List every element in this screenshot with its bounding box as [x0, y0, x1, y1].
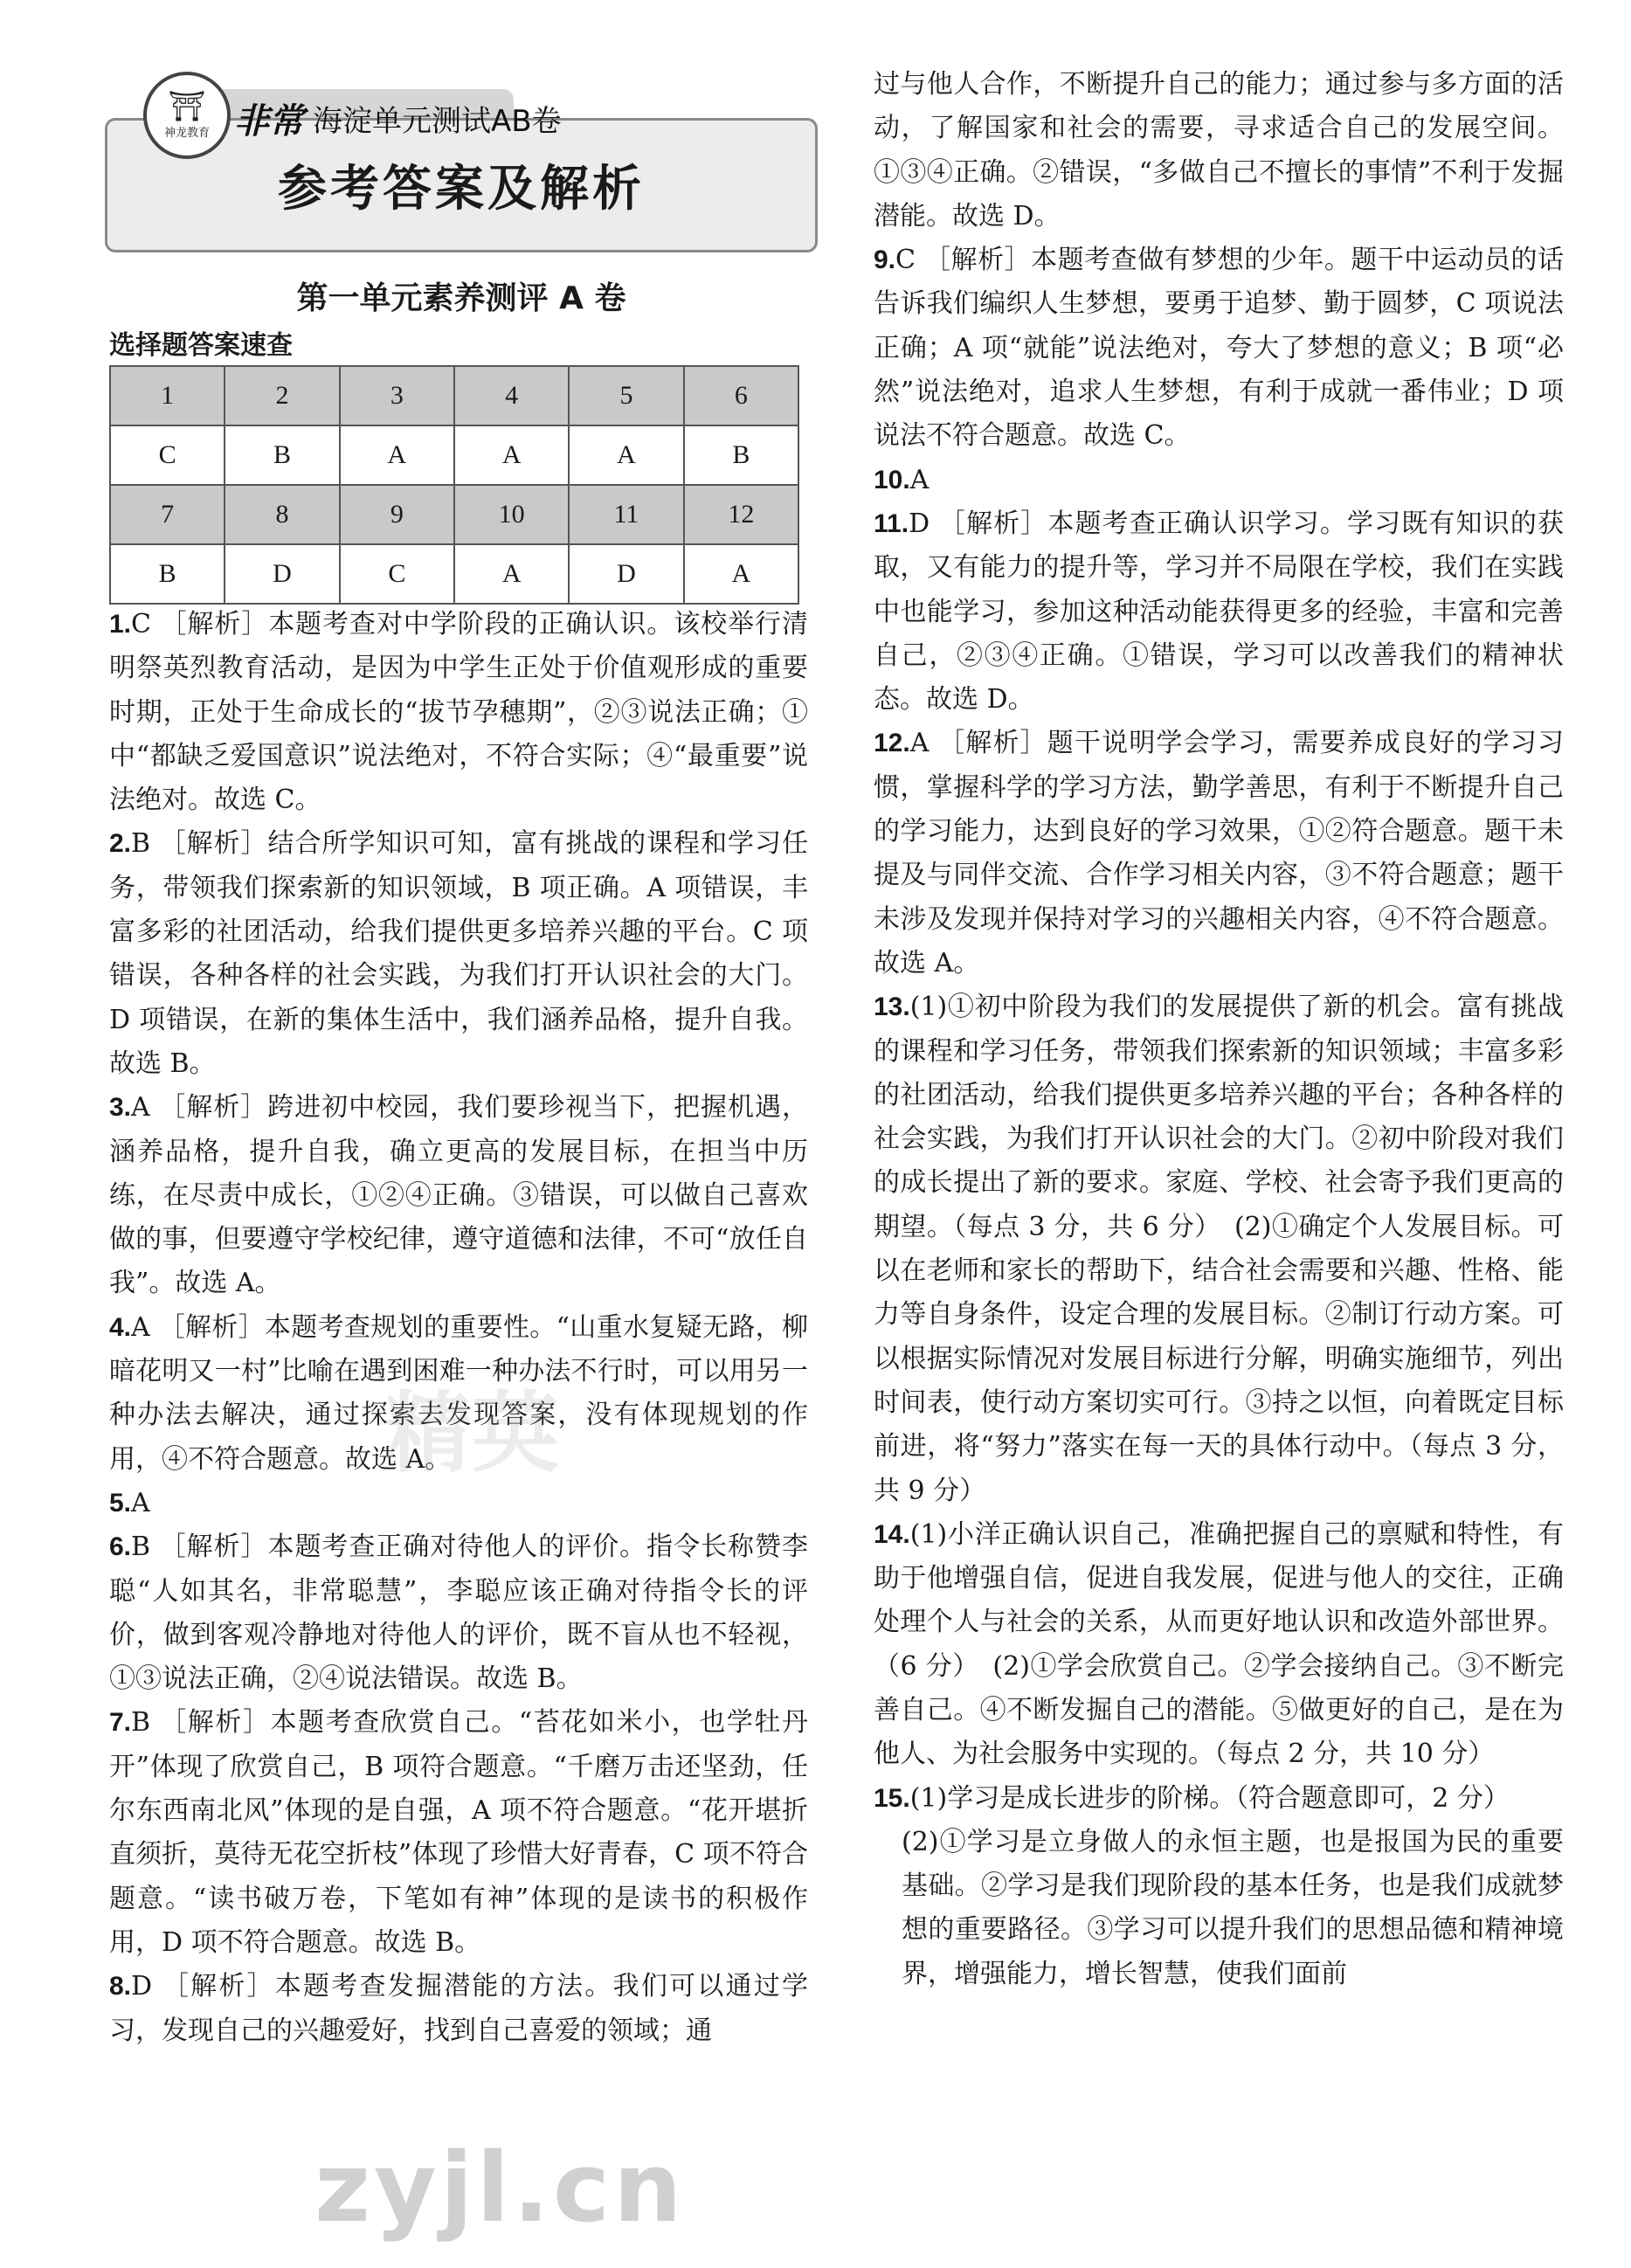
answer-cell: A: [454, 544, 569, 604]
question-number-cell: 3: [340, 366, 454, 425]
item-text: B ［解析］本题考查正确对待他人的评价。指令长称赞李聪“人如其名，非常聪慧”，李聪应该正确对待指令长的评价，做到客观冷静地对待他人的评价，既不盲从也不轻视，①③说法正确，②④说法错误。故选 B。: [109, 1532, 808, 1695]
watermark-faint: 精英: [384, 1382, 559, 1484]
item-number: 2.: [109, 829, 132, 859]
series-brand: [234, 89, 562, 147]
quick-check-title: 选择题答案速查: [109, 330, 293, 361]
item-text: (1)①初中阶段为我们的发展提供了新的机会。富有挑战的课程和学习任务，带领我们探索新的知识领域；丰富多彩的社团活动，给我们提供更多培养兴趣的平台；各种各样的社会实践，为我们打开认识社会的大门。②初中阶段对我们的成长提出了新的要求。家庭、学校、社会寄予我们更高的期望。（每点 3 分，共 6 分） (2)①确定个人发展目标。可以在老师和家长的帮助下，结合社会需要和兴趣、性格、能力等自身条件，设定合理的发展目标。②制订行动方案。可以根据实际情况对发展目标进行分解，明确实施细节，列出时间表，使行动方案切实可行。③持之以恒，向着既定目标前进，将“努力”落实在每一天的具体行动中。（每点 3 分，共 9 分）: [874, 992, 1564, 1506]
item-number: 3.: [109, 1093, 132, 1123]
question-number-cell: 4: [454, 366, 569, 425]
answer-item: [109, 1086, 808, 1305]
question-number-cell: 9: [340, 485, 454, 544]
answer-item: [874, 722, 1564, 985]
item-text: D ［解析］本题考查发掘潜能的方法。我们可以通过学习，发现自己的兴趣爱好，找到自己喜爱的领域；通: [109, 1971, 808, 2046]
item-number: 6.: [109, 1532, 132, 1562]
answer-item: [109, 822, 808, 1086]
answer-table: [109, 365, 799, 605]
item-number: 8.: [109, 1972, 132, 2002]
answer-cell: D: [569, 544, 683, 604]
item-text: B ［解析］结合所学知识可知，富有挑战的课程和学习任务，带领我们探索新的知识领域，B 项正确。A 项错误，丰富多彩的社团活动，给我们提供更多培养兴趣的平台。C 项错误，各种各样的社会实践，为我们打开认识社会的大门。D 项错误，在新的集体生活中，我们涵养品格，提升自我。故选 B。: [109, 828, 808, 1079]
question-number-row: [110, 485, 798, 544]
answer-row: [110, 425, 798, 485]
item-text: (1)小洋正确认识自己，准确把握自己的禀赋和特性，有助于他增强自信，促进自我发展，促进与他人的交往，正确处理个人与社会的关系，从而更好地认识和改造外部世界。（6 分） (2)①学会欣赏自己。②学会接纳自己。③不断完善自己。④不断发掘自己的潜能。⑤做更好的自己，是在为他人、为社会服务中实现的。（每点 2 分，共 10 分）: [874, 1518, 1564, 1770]
answer-item: [874, 985, 1564, 1513]
item-text: C ［解析］本题考查对中学阶段的正确认识。该校举行清明祭英烈教育活动，是因为中学生正处于价值观形成的重要时期，正处于生命成长的“拔节孕穗期”，②③说法正确；①中“都缺乏爱国意识”说法绝对，不符合实际；④“最重要”说法绝对。故选 C。: [109, 609, 808, 816]
right-column: [874, 63, 1564, 1996]
item-8-continuation: 过与他人合作，不断提升自己的能力；通过参与多方面的活动，了解国家和社会的需要，寻求适合自己的发展空间。①③④正确。②错误，“多做自己不擅长的事情”不利于发掘潜能。故选 D。: [874, 69, 1564, 232]
answer-cell: A: [684, 544, 798, 604]
item-number: 9.: [874, 245, 896, 275]
question-number-cell: 2: [225, 366, 339, 425]
item-number: 5.: [109, 1488, 132, 1518]
question-number-cell: 10: [454, 485, 569, 544]
answer-cell: A: [340, 425, 454, 485]
logo-text: 神龙教育: [163, 126, 210, 140]
question-number-row: [110, 366, 798, 425]
question-number-cell: 5: [569, 366, 683, 425]
answer-item: [874, 1777, 1564, 1821]
answer-cell: C: [110, 425, 225, 485]
answer-item: [874, 502, 1564, 722]
question-number-cell: 6: [684, 366, 798, 425]
answer-cell: A: [454, 425, 569, 485]
item-number: 11.: [874, 508, 909, 538]
item-number: 13.: [874, 992, 910, 1022]
item-text: A ［解析］本题考查规划的重要性。“山重水复疑无路，柳暗花明又一村”比喻在遇到困难一种办法不行时，可以用另一种办法去解决，通过探索去发现答案，没有体现规划的作用，④不符合题意。故选 A。: [109, 1311, 808, 1475]
answer-cell: B: [684, 425, 798, 485]
answer-cell: B: [225, 425, 339, 485]
question-number-cell: 1: [110, 366, 225, 425]
unit-title: 第一单元素养测评 A 卷: [296, 280, 626, 316]
item-text: C ［解析］本题考查做有梦想的少年。题干中运动员的话告诉我们编织人生梦想，要勇于追梦、勤于圆梦，C 项说法正确；A 项“就能”说法绝对，夸大了梦想的意义；B 项“必然”说法绝对，追求人生梦想，有利于成就一番伟业；D 项说法不符合题意。故选 C。: [874, 245, 1564, 452]
item-number: 12.: [874, 729, 910, 758]
left-column: [109, 603, 808, 2053]
answer-item: [874, 459, 1564, 502]
answer-item: [109, 1701, 808, 1965]
brand-series: 海淀单元测试AB卷: [313, 103, 562, 139]
question-number-cell: 8: [225, 485, 339, 544]
item-15-continuation: (2)①学习是立身做人的永恒主题，也是报国为民的重要基础。②学习是我们现阶段的基本任务，也是我们成就梦想的重要路径。③学习可以提升我们的思想品德和精神境界，增强能力，增长智慧，使我们面前: [902, 1826, 1564, 1989]
item-number: 10.: [874, 465, 910, 494]
watermark: zyjl.cn: [314, 2132, 686, 2244]
page-title: 参考答案及解析: [278, 161, 645, 218]
item-number: 7.: [109, 1708, 132, 1738]
item-number: 1.: [109, 610, 132, 639]
answer-row: [110, 544, 798, 604]
answer-item: [109, 1525, 808, 1701]
item-text: A ［解析］题干说明学会学习，需要养成良好的学习习惯，掌握科学的学习方法，勤学善思，有利于不断提升自己的学习能力，达到良好的学习效果，①②符合题意。题干未提及与同伴交流、合作学习相关内容，③不符合题意；题干未涉及发现并保持对学习的兴趣相关内容，④不符合题意。故选 A。: [874, 728, 1564, 978]
answer-cell: D: [225, 544, 339, 604]
publisher-logo: [143, 72, 231, 159]
item-text: D ［解析］本题考查正确认识学习。学习既有知识的获取，又有能力的提升等，学习并不局限在学校，我们在实践中也能学习，参加这种活动能获得更多的经验，丰富和完善自己，②③④正确。①错误，学习可以改善我们的精神状态。故选 D。: [874, 508, 1564, 716]
question-number-cell: 7: [110, 485, 225, 544]
answer-item: [874, 1513, 1564, 1777]
item-text: (1)学习是成长进步的阶梯。（符合题意即可，2 分）: [909, 1782, 1510, 1814]
answer-item: [109, 603, 808, 822]
answer-cell: C: [340, 544, 454, 604]
item-text: B ［解析］本题考查欣赏自己。“苔花如米小，也学牡丹开”体现了欣赏自己，B 项符合题意。“千磨万击还坚劲，任尔东西南北风”体现的是自强，A 项不符合题意。“花开堪折直须折，莫待无花空折枝”体现了珍惜大好青春，C 项不符合题意。“读书破万卷，下笔如有神”体现的是读书的积极作用，D 项不符合题意。故选 B。: [109, 1707, 808, 1958]
item-number: 14.: [874, 1519, 910, 1549]
answer-item: [109, 1965, 808, 2053]
answer-cell: A: [569, 425, 683, 485]
question-number-cell: 11: [569, 485, 683, 544]
gate-icon: ⛩: [168, 88, 206, 124]
item-text: A: [131, 1487, 150, 1518]
item-number: 4.: [109, 1312, 132, 1342]
item-number: 15.: [874, 1783, 910, 1813]
item-text: A ［解析］跨进初中校园，我们要珍视当下，把握机遇，涵养品格，提升自我，确立更高的发展目标，在担当中历练，在尽责中成长，①②④正确。③错误，可以做自己喜欢做的事，但要遵守学校纪律，遵守道德和法律，不可“放任自我”。故选 A。: [109, 1092, 808, 1299]
question-number-cell: 12: [684, 485, 798, 544]
answer-item: [874, 239, 1564, 458]
brand-script: 非常: [234, 100, 304, 142]
answer-cell: B: [110, 544, 225, 604]
item-text: A: [909, 464, 930, 495]
